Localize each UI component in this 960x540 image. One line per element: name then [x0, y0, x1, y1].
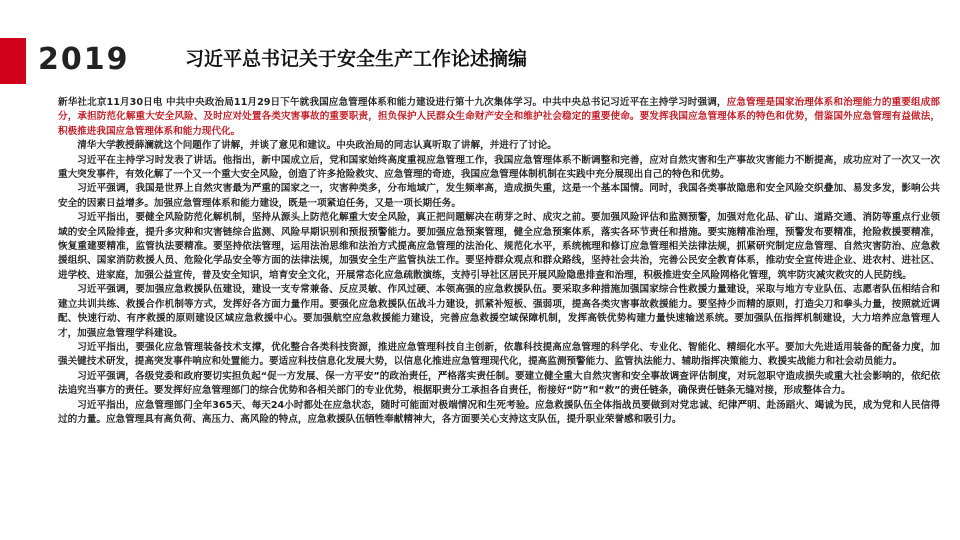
paragraph: 习近平指出，要健全风险防范化解机制，坚持从源头上防范化解重大安全风险，真正把问题解决在萌芽之时、成灾之前。要加强风险评估和监测预警，加强对危化品、矿山、道路交通、消防等重点行业领域的安全风险排查，提升多灾种和灾害链综合监测、风险早期识别和预报预警能力。要加强应急预案管理，健全应急预案体系，落实各环节责任和措施。要实施精准治理，预警发布要精准，抢险救援要精准，恢复重建要精准，监管执法要精准。要坚持依法管理，运用法治思维和法治方式提高应急管理的法治化、规范化水平，系统梳理和修订应急管理相关法律法规，抓紧研究制定应急管理、自然灾害防治、应急救援组织、国家消防救援人员、危险化学品安全等方面的法律法规，加强安全生产监管执法工作。要坚持群众观点和群众路线，坚持社会共治，完善公民安全教育体系，推动安全宣传进企业、进农村、进社区、进学校、进家庭，加强公益宣传，普及安全知识，培育安全文化，开展常态化应急疏散演练，支持引导社区居民开展风险隐患排查和治理，积极推进安全风险网格化管理，筑牢防灾减灾救灾的人民防线。	[58, 212, 940, 281]
paragraph: 习近平强调，各级党委和政府要切实担负起“促一方发展、保一方平安”的政治责任，严格落实责任制。要建立健全重大自然灾害和安全事故调查评估制度，对玩忽职守造成损失或重大社会影响的，依纪依法追究当事方的责任。要发挥好应急管理部门的综合优势和各相关部门的专业优势，根据职责分工承担各自责任，衔接好“防”和“救”的责任链条，确保责任链条无缝对接，形成整体合力。	[58, 370, 940, 397]
article-body	[58, 96, 940, 530]
paragraph: 习近平强调，我国是世界上自然灾害最为严重的国家之一，灾害种类多，分布地域广，发生频率高，造成损失重，这是一个基本国情。同时，我国各类事故隐患和安全风险交织叠加、易发多发，影响公共安全的因素日益增多。加强应急管理体系和能力建设，既是一项紧迫任务，又是一项长期任务。	[58, 183, 940, 209]
intro-paragraph	[58, 96, 940, 139]
accent-bar	[0, 38, 26, 84]
year-label: 2019	[38, 42, 130, 77]
page-title: 习近平总书记关于安全生产工作论述摘编	[185, 48, 528, 70]
intro-highlight: 应急管理是国家治理体系和治理能力的重要组成部分，承担防范化解重大安全风险、及时应对处置各类灾害事故的重要职责，担负保护人民群众生命财产安全和维护社会稳定的重要使命。要发挥我国应急管理体系的特色和优势，借鉴国外应急管理有益做法，积极推进我国应急管理体系和能力现代化。	[58, 97, 940, 137]
paragraph: 清华大学教授薛澜就这个问题作了讲解，并谈了意见和建议。中央政治局的同志认真听取了讲解，并进行了讨论。	[77, 140, 557, 152]
paragraph: 习近平指出，要强化应急管理装备技术支撑，优化整合各类科技资源，推进应急管理科技自主创新，依靠科技提高应急管理的科学化、专业化、智能化、精细化水平。要加大先进适用装备的配备力度，加强关键技术研发，提高突发事件响应和处置能力。要适应科技信息化发展大势，以信息化推进应急管理现代化，提高监测预警能力、监管执法能力、辅助指挥决策能力、救援实战能力和社会动员能力。	[58, 341, 940, 368]
paragraph: 习近平在主持学习时发表了讲话。他指出，新中国成立后，党和国家始终高度重视应急管理工作，我国应急管理体系不断调整和完善，应对自然灾害和生产事故灾害能力不断提高，成功应对了一次又一次重大突发事件，有效化解了一个又一个重大安全风险，创造了许多抢险救灾、应急管理的奇迹，我国应急管理体制机制在实践中充分展现出自己的特色和优势。	[58, 154, 940, 181]
intro-text: 新华社北京11月30日电 中共中央政治局11月29日下午就我国应急管理体系和能力建设进行第十九次集体学习。中共中央总书记习近平在主持学习时强调，	[58, 97, 727, 108]
paragraph: 习近平指出，应急管理部门全年365天、每天24小时都处在应急状态，随时可能面对极端情况和生死考验。应急救援队伍全体指战员要做到对党忠诚、纪律严明、赴汤蹈火、竭诚为民，成为党和人民信得过的力量。应急管理具有高负荷、高压力、高风险的特点，应急救援队伍牺牲奉献精神大，各方面要关心支持这支队伍，提升职业荣誉感和吸引力。	[58, 399, 940, 425]
paragraph: 习近平强调，要加强应急救援队伍建设，建设一支专常兼备、反应灵敏、作风过硬、本领高强的应急救援队伍。要采取多种措施加强国家综合性救援力量建设，采取与地方专业队伍、志愿者队伍相结合和建立共训共练、救援合作机制等方式，发挥好各方面力量作用。要强化应急救援队伍战斗力建设，抓紧补短板、强弱项，提高各类灾害事故救援能力。要坚持少而精的原则，打造尖刀和拳头力量，按照就近调配、快速行动、有序救援的原则建设区域应急救援中心。要加强航空应急救援能力建设，完善应急救援空域保障机制，发挥高铁优势构建力量快速输送系统。要加强队伍指挥机制建设，大力培养应急管理人才，加强应急管理学科建设。	[58, 284, 940, 339]
